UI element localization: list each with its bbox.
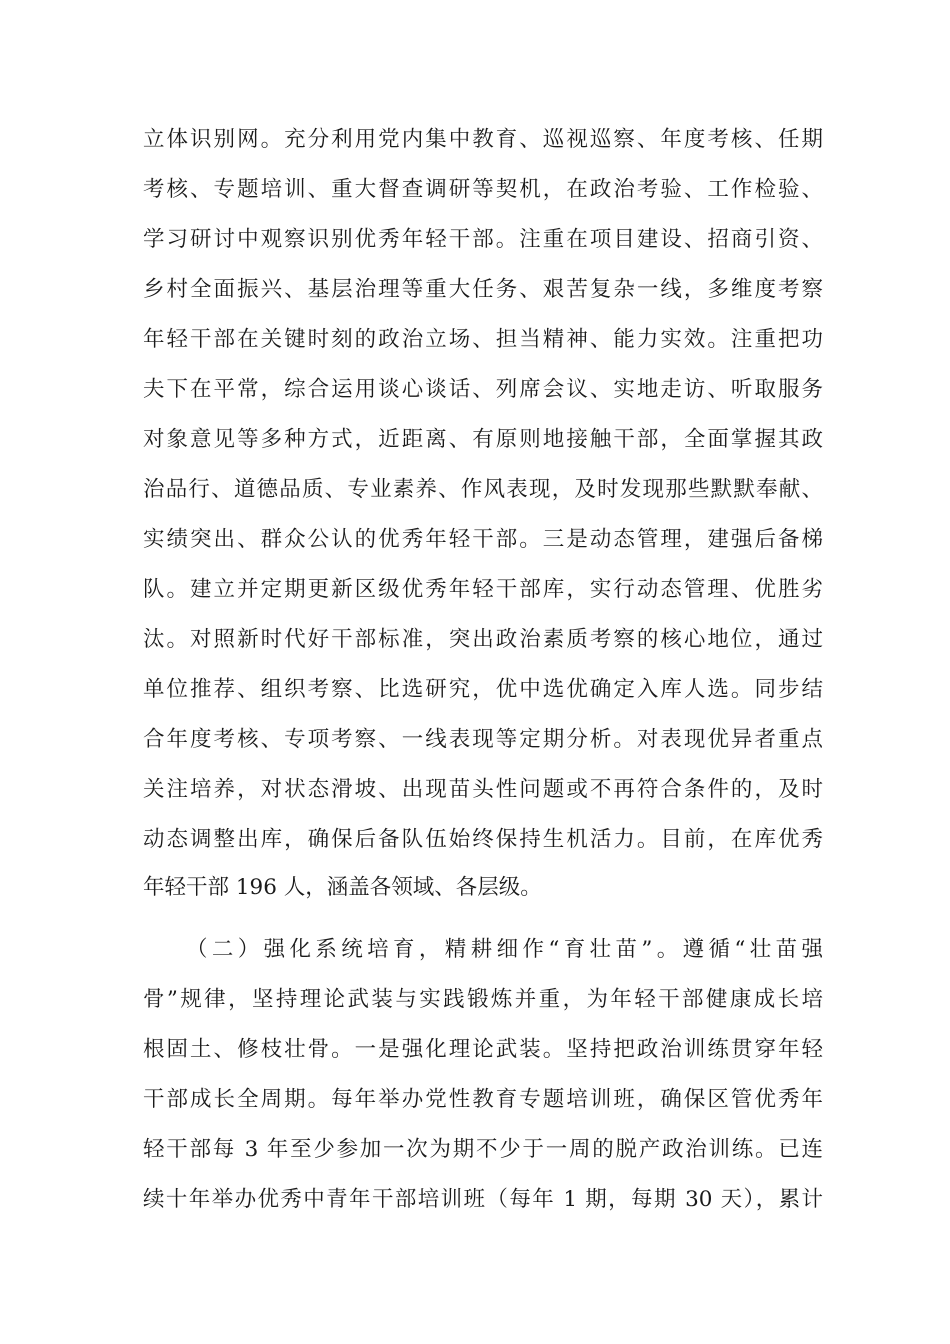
text-line: 治品行、道德品质、专业素养、作风表现，及时发现那些默默奉献、 <box>143 477 823 502</box>
text-line: 对象意见等多种方式，近距离、有原则地接触干部，全面掌握其政 <box>143 427 823 452</box>
text-line: 乡村全面振兴、基层治理等重大任务、艰苦复杂一线，多维度考察 <box>143 277 823 302</box>
text-line: 续十年举办优秀中青年干部培训班（每年 1 期，每期 30 天），累计 <box>143 1187 823 1212</box>
text-line: 年轻干部在关键时刻的政治立场、担当精神、能力实效。注重把功 <box>143 327 823 352</box>
text-line: 考核、专题培训、重大督查调研等契机，在政治考验、工作检验、 <box>143 177 823 202</box>
text-line: 立体识别网。充分利用党内集中教育、巡视巡察、年度考核、任期 <box>143 127 823 152</box>
text-line: 根固土、修枝壮骨。一是强化理论武装。坚持把政治训练贯穿年轻 <box>143 1037 823 1062</box>
text-line: 轻干部每 3 年至少参加一次为期不少于一周的脱产政治训练。已连 <box>143 1137 823 1162</box>
text-line: 汰。对照新时代好干部标准，突出政治素质考察的核心地位，通过 <box>143 627 823 652</box>
text-line: 夫下在平常，综合运用谈心谈话、列席会议、实地走访、听取服务 <box>143 377 823 402</box>
text-line: 学习研讨中观察识别优秀年轻干部。注重在项目建设、招商引资、 <box>143 227 823 252</box>
text-line: 关注培养，对状态滑坡、出现苗头性问题或不再符合条件的，及时 <box>143 777 823 802</box>
text-line: 单位推荐、组织考察、比选研究，优中选优确定入库人选。同步结 <box>143 677 823 702</box>
text-line: 干部成长全周期。每年举办党性教育专题培训班，确保区管优秀年 <box>143 1087 823 1112</box>
text-line: 实绩突出、群众公认的优秀年轻干部。三是动态管理，建强后备梯 <box>143 527 823 552</box>
text-line: 年轻干部 196 人，涵盖各领域、各层级。 <box>143 875 542 900</box>
text-line: 队。建立并定期更新区级优秀年轻干部库，实行动态管理、优胜劣 <box>143 577 823 602</box>
section-heading-line: （二）强化系统培育，精耕细作“育壮苗”。遵循“壮苗强 <box>186 937 823 962</box>
text-line: 合年度考核、专项考察、一线表现等定期分析。对表现优异者重点 <box>143 727 823 752</box>
text-line: 骨”规律，坚持理论武装与实践锻炼并重，为年轻干部健康成长培 <box>143 987 823 1012</box>
text-line: 动态调整出库，确保后备队伍始终保持生机活力。目前，在库优秀 <box>143 827 823 852</box>
